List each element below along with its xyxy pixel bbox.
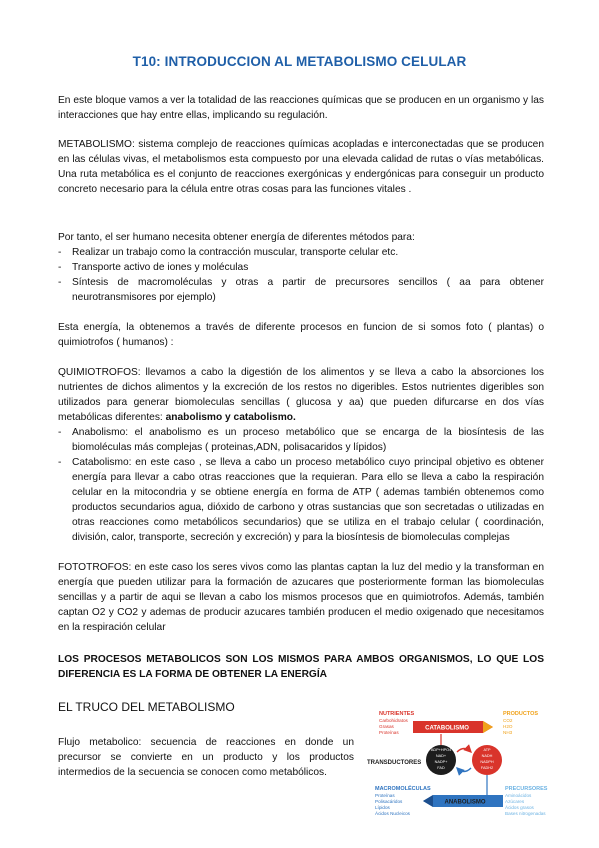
- productos-item: H2O: [503, 724, 513, 729]
- productos-item: NH3: [503, 730, 513, 735]
- macromoleculas-item: Polisacáridos: [375, 799, 403, 804]
- nutrientes-item: Proteínas: [379, 730, 399, 735]
- quimio-bold-text: anabolismo y catabolismo.: [165, 412, 296, 423]
- nutrientes-item: Grasas: [379, 724, 394, 729]
- oxidation-arrow: [457, 768, 471, 772]
- svg-text:ATP: ATP: [483, 748, 491, 752]
- metabolism-diagram: [365, 707, 555, 842]
- list-item: - Catabolismo: en este caso , se lleva a cabo un proceso metabólico cuyo principal objetivo es obtener energía para llevar a cabo otras reacciones que la requieran. Para ello se lleva a cabo la respiración celular en la mitocondria y se obtiene energía en forma de ATP ( ademas también obtenemos como productos secundarios agua, dióxido de carbono y otras sustancias que son secretadas o utilizadas en otras reacciones como metabólicos secundarios) que se utiliza en el trabajo celular ( coordinación, división, calor, transporte, secreción y excreción) y para la biosíntesis de biomoleculas complejas: [58, 457, 544, 543]
- reduction-arrow: [457, 749, 471, 753]
- quimiotrofos-paragraph: QUIMIOTROFOS: llevamos a cabo la digestión de los alimentos y se lleva a cabo la absorciones los nutrientes de dichos alimentos y la excreción de los restos no digeribles. Estos nutrientes digeribles son utilizados para generar biomoleculas sencillas ( glucosa y aa) que pueden difurcarse en dos vías metabólicas diferentes: anabolismo y catabolismo.: [58, 367, 544, 423]
- svg-text:FAD: FAD: [437, 766, 445, 770]
- energia-intro: Por tanto, el ser humano necesita obtener energía de diferentes métodos para:: [58, 232, 415, 243]
- fototrofos-paragraph: FOTOTROFOS: en este caso los seres vivos como las plantas captan la luz del medio y la transforman en energía que pueden utilizar para la formación de azucares que posteriormente forman las biomoleculas sencillas y a partir de aqui se llevan a cabo los mismos procesos que en quimiotrofos. Además, también captan O2 y CO2 y ademas de producir azucares también producen el medio oxigenado que necesitamos en la respiración celular: [58, 562, 544, 633]
- anabolismo-arrow-head: [423, 795, 433, 807]
- list-item: - Realizar un trabajo como la contracción muscular, transporte celular etc.: [58, 247, 399, 258]
- macromoleculas-title: MACROMOLÉCULAS: [375, 786, 431, 792]
- nutrientes-title: NUTRIENTES: [379, 711, 415, 717]
- svg-text:FADH2: FADH2: [480, 766, 494, 770]
- precursores-item: Ácidos grasos: [505, 805, 534, 810]
- anabolismo-label: ANABOLISMO: [444, 799, 486, 806]
- productos-item: CO2: [503, 718, 513, 723]
- ana-cata-list: [58, 425, 544, 545]
- svg-text:ADP+HPO4: ADP+HPO4: [430, 748, 452, 752]
- svg-text:NADPH: NADPH: [480, 760, 494, 764]
- page-title: T10: INTRODUCCION AL METABOLISMO CELULAR: [132, 54, 467, 69]
- list-item: - Transporte activo de iones y moléculas: [58, 262, 249, 273]
- nutrientes-item: Carbohidratos: [379, 718, 408, 723]
- precursores-item: Bases nitrogenadas: [505, 811, 546, 816]
- svg-text:NAD+: NAD+: [435, 754, 447, 758]
- truco-heading: EL TRUCO DEL METABOLISMO: [58, 700, 235, 714]
- transductores-label: TRANSDUCTORES: [367, 760, 422, 766]
- foto-quimio-paragraph: Esta energía, la obtenemos a través de diferente procesos en funcion de si somos foto ( plantas) o quimiotrofos ( humanos) :: [58, 322, 544, 348]
- productos-title: PRODUCTOS: [503, 711, 539, 717]
- macromoleculas-item: Ácidos Nucleicos: [375, 811, 410, 816]
- catabolismo-arrow-head: [483, 721, 493, 733]
- metabolismo-paragraph: METABOLISMO: sistema complejo de reacciones químicas acopladas e interconectadas que se producen en las células vivas, el metabolismos esta compuesto por una elevada calidad de rutas o vías metabólicas. Una ruta metabólica es el conjunto de reacciones exergónicas y endergónicas para conseguir un producto concreto necesario para la célula entre otras cosas para las funciones vitales .: [58, 139, 544, 195]
- precursores-item: Aminoácidos: [505, 793, 532, 798]
- precursores-item: Azúcares: [505, 799, 525, 804]
- conclusion-text: LOS PROCESOS METABOLICOS SON LOS MISMOS PARA AMBOS ORGANISMOS, LO QUE LOS DIFERENCIA ES LA FORMA DE OBTENER LA ENERGÍA: [58, 654, 544, 680]
- catabolismo-label: CATABOLISMO: [425, 725, 469, 732]
- precursores-title: PRECURSORES: [505, 786, 548, 792]
- intro-paragraph: En este bloque vamos a ver la totalidad de las reacciones químicas que se producen en un organismo y las interacciones que hay entre ellas, implicando su regulación.: [58, 95, 544, 121]
- macromoleculas-item: Proteínas: [375, 793, 395, 798]
- svg-text:NADH: NADH: [481, 754, 493, 758]
- list-item: - Anabolismo: el anabolismo es un proceso metabólico que se encarga de la biosíntesis de las biomoléculas más complejas ( proteinas,ADN, polisacaridos y lípidos): [58, 427, 544, 453]
- macromoleculas-item: Lípidos: [375, 805, 390, 810]
- list-item: - Síntesis de macromoléculas y otras a partir de precursores sencillos ( aa para obtener neurotransmisores por ejemplo): [58, 277, 544, 303]
- svg-text:NADP+: NADP+: [434, 760, 448, 764]
- energia-list: [58, 245, 544, 305]
- flujo-paragraph: Flujo metabolico: secuencia de reacciones en donde un precursor se convierte en un producto y los productos intermedios de la secuencia se conocen como metabólicos.: [58, 737, 354, 778]
